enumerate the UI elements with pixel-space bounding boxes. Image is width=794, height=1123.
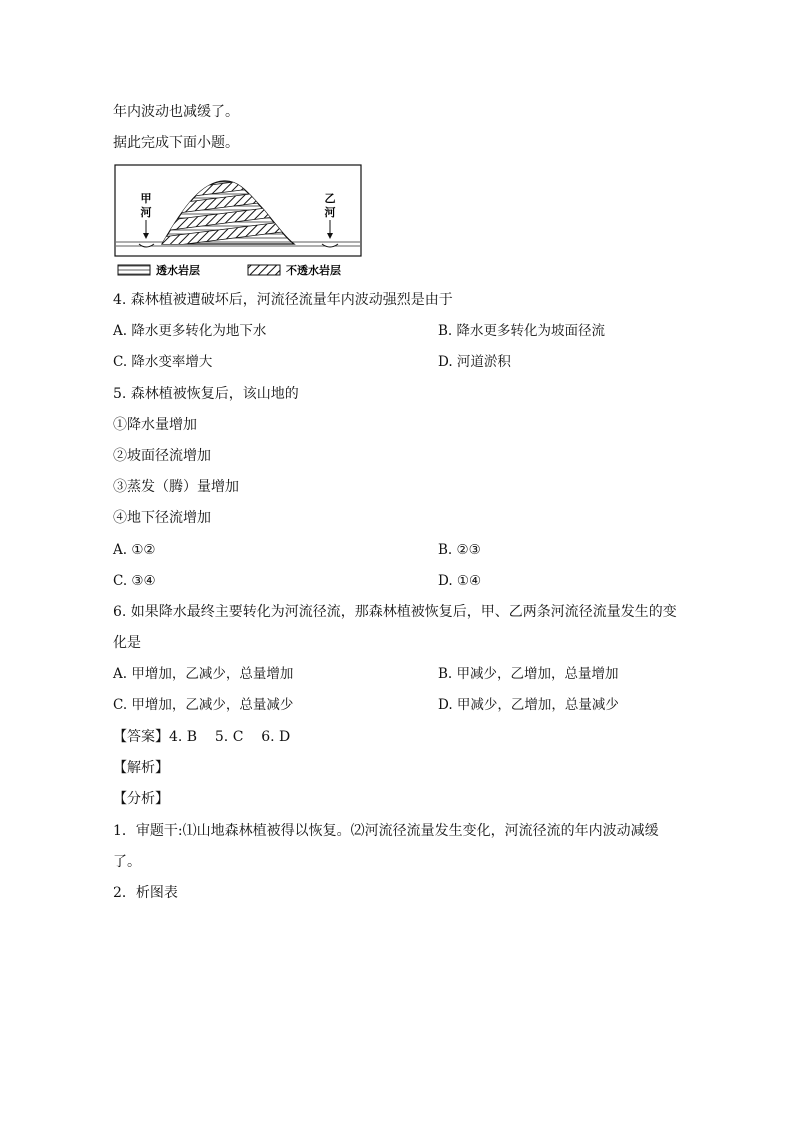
q6-stem-line-2: 化是 <box>113 635 141 651</box>
q6-option-b: B. 甲减少，乙增加，总量增加 <box>438 666 619 682</box>
geology-diagram <box>114 164 364 284</box>
q5-option-d: D. ①④ <box>438 573 482 589</box>
q5-statement-2: ②坡面径流增加 <box>113 448 211 464</box>
q4-option-a: A. 降水更多转化为地下水 <box>113 323 267 339</box>
intro-line-2: 据此完成下面小题。 <box>113 135 239 151</box>
river-b-label-1: 乙 <box>324 192 336 205</box>
q5-statement-1: ①降水量增加 <box>113 417 197 433</box>
q5-statement-4: ④地下径流增加 <box>113 510 211 526</box>
legend-permeable-swatch <box>118 265 150 275</box>
river-a-label-2: 河 <box>140 206 152 219</box>
river-b-label-2: 河 <box>324 206 336 219</box>
intro-line-1: 年内波动也减缓了。 <box>113 104 239 120</box>
fenxi-header: 【分析】 <box>113 791 169 807</box>
q5-stem: 5. 森林植被恢复后，该山地的 <box>113 386 299 402</box>
analysis-p1-line-2: 了。 <box>113 854 141 870</box>
analysis-header: 【解析】 <box>113 760 169 776</box>
legend-permeable-label: 透水岩层 <box>156 264 200 277</box>
q4-stem: 4. 森林植被遭破坏后，河流径流量年内波动强烈是由于 <box>113 292 453 308</box>
analysis-p2: 2．析图表 <box>113 885 178 901</box>
geology-diagram-svg <box>114 164 364 284</box>
q5-option-c: C. ③④ <box>113 573 156 589</box>
legend-impermeable-label: 不透水岩层 <box>286 264 341 277</box>
q6-option-d: D. 甲减少，乙增加，总量减少 <box>438 697 619 713</box>
q6-option-c: C. 甲增加，乙减少，总量减少 <box>113 697 294 713</box>
q4-option-b: B. 降水更多转化为坡面径流 <box>438 323 606 339</box>
q5-statement-3: ③蒸发（腾）量增加 <box>113 479 239 495</box>
q4-option-c: C. 降水变率增大 <box>113 354 213 370</box>
river-a-label-1: 甲 <box>140 192 152 205</box>
q5-option-a: A. ①② <box>113 542 156 558</box>
q6-stem-line-1: 6. 如果降水最终主要转化为河流径流，那森林植被恢复后，甲、乙两条河流径流量发生的变 <box>113 604 677 620</box>
q6-option-a: A. 甲增加，乙减少，总量增加 <box>113 666 294 682</box>
legend-impermeable-swatch <box>248 265 280 275</box>
analysis-p1-line-1: 1．审题干:⑴山地森林植被得以恢复。⑵河流径流量发生变化，河流径流的年内波动减缓 <box>113 823 659 839</box>
answer-line: 【答案】4. B 5. C 6. D <box>113 729 291 745</box>
q4-option-d: D. 河道淤积 <box>438 354 511 370</box>
q5-option-b: B. ②③ <box>438 542 481 558</box>
